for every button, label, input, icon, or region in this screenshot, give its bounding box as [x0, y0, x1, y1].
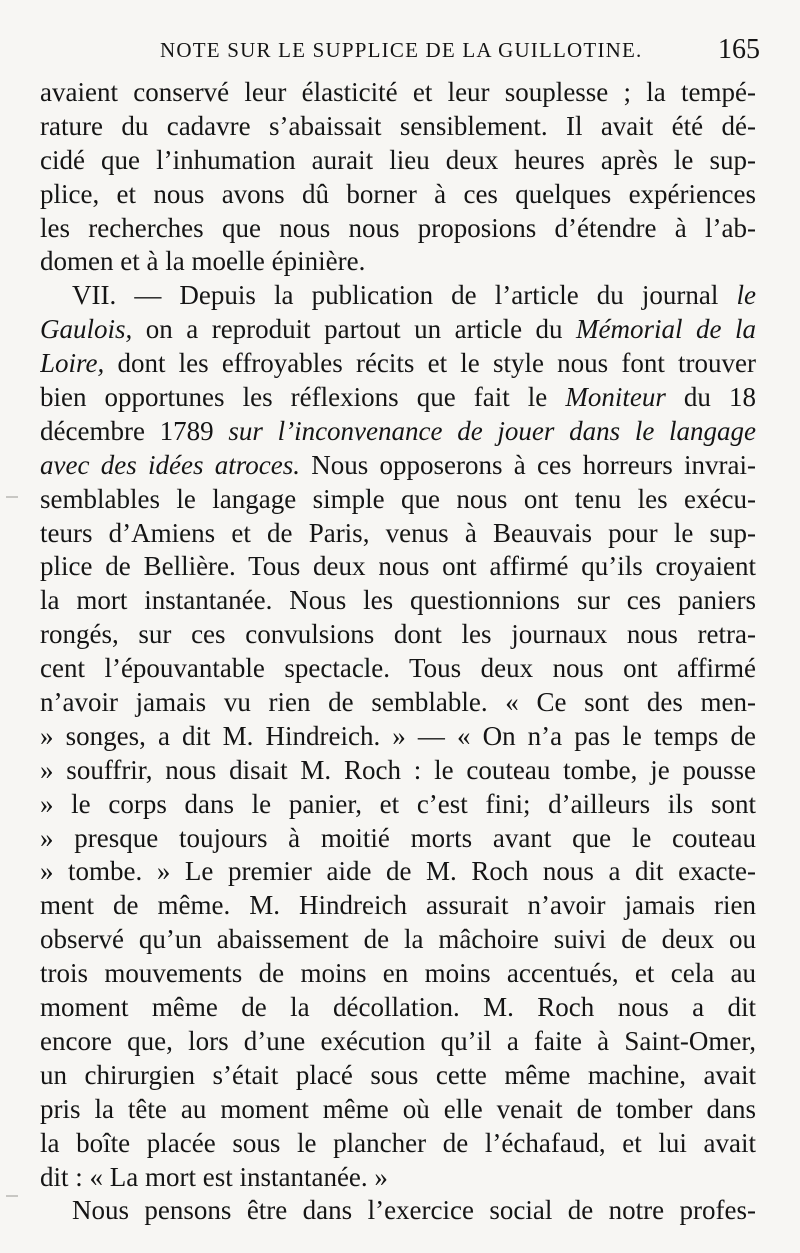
text-line	[40, 1059, 756, 1093]
italic-text-run: Gaulois,	[40, 314, 133, 345]
text-line	[40, 76, 756, 110]
text-run: » le corps dans le panier, et c’est fini; d’ailleurs ils sont	[40, 788, 756, 819]
text-run: encore que, lors d’une exécution qu’il a faite à Saint-Omer,	[40, 1025, 756, 1056]
text-run: Nous pensons être dans l’exercice social de notre profes-	[72, 1195, 756, 1226]
text-run: du 18	[665, 382, 756, 413]
text-run: n’avoir jamais vu rien de semblable. « Ce sont des men-	[40, 687, 756, 718]
text-run: cent l’épouvantable spectacle. Tous deux nous ont affirmé	[40, 653, 756, 684]
text-run: moment même de la décollation. M. Roch nous a dit	[40, 992, 756, 1023]
text-run: dit : « La mort est instantanée. »	[40, 1161, 388, 1192]
italic-text-run: sur l’inconvenance de jouer dans le langage	[228, 415, 756, 446]
text-line	[40, 449, 756, 483]
text-line	[40, 381, 756, 415]
italic-text-run: Loire,	[40, 348, 105, 379]
text-line	[40, 110, 756, 144]
text-run: cidé que l’inhumation aurait lieu deux heures après le sup-	[40, 144, 756, 175]
text-run: » tombe. » Le premier aide de M. Roch nous a dit exacte-	[40, 856, 756, 887]
text-line	[40, 618, 756, 652]
italic-text-run: Moniteur	[565, 382, 666, 413]
text-line	[40, 889, 756, 923]
text-run: domen et à la moelle épinière.	[40, 246, 366, 277]
running-head	[40, 34, 760, 68]
text-line	[40, 584, 756, 618]
text-run: Nous opposerons à ces horreurs invrai-	[299, 449, 756, 480]
text-run: observé qu’un abaissement de la mâchoire suivi de deux ou	[40, 924, 756, 955]
text-line	[40, 1194, 756, 1228]
running-title: NOTE SUR LE SUPPLICE DE LA GUILLOTINE.	[160, 38, 643, 62]
margin-mark	[6, 496, 18, 498]
text-line	[40, 550, 756, 584]
text-run: la boîte placée sous le plancher de l’échafaud, et lui avait	[40, 1127, 756, 1158]
text-line	[40, 212, 756, 246]
text-line	[40, 923, 756, 957]
text-run: teurs d’Amiens et de Paris, venus à Beauvais pour le sup-	[40, 517, 756, 548]
page-number: 165	[718, 34, 760, 65]
italic-text-run: avec des idées atroces.	[40, 449, 300, 480]
text-run: dont les effroyables récits et le style nous font trouver	[104, 348, 756, 379]
text-run: ment de même. M. Hindreich assurait n’avoir jamais rien	[40, 890, 756, 921]
text-line	[40, 754, 756, 788]
text-line	[40, 652, 756, 686]
text-line	[40, 347, 756, 381]
text-run: plice de Bellière. Tous deux nous ont affirmé qu’ils croyaient	[40, 551, 756, 582]
text-line	[40, 991, 756, 1025]
text-run: bien opportunes les réflexions que fait le	[40, 382, 566, 413]
text-run: avaient conservé leur élasticité et leur souplesse ; la tempé-	[40, 77, 756, 107]
text-line	[40, 517, 756, 551]
text-line	[40, 822, 756, 856]
text-run: » souffrir, nous disait M. Roch : le couteau tombe, je pousse	[40, 754, 756, 785]
text-run: VII. — Depuis la publication de l’article du journal	[72, 280, 737, 311]
text-line	[40, 1127, 756, 1161]
text-line	[40, 313, 756, 347]
text-run: pris la tête au moment même où elle venait de tomber dans	[40, 1093, 756, 1124]
text-run: décembre 1789	[40, 415, 229, 446]
text-line	[40, 1025, 756, 1059]
text-line	[40, 1093, 756, 1127]
text-line	[40, 957, 756, 991]
text-run: trois mouvements de moins en moins accentués, et cela au	[40, 958, 756, 989]
text-line	[40, 686, 756, 720]
text-line	[40, 178, 756, 212]
text-run: rongés, sur ces convulsions dont les journaux nous retra-	[40, 619, 756, 650]
text-run: » songes, a dit M. Hindreich. » — « On n’a pas le temps de	[40, 720, 756, 751]
text-run: on a reproduit partout un article du	[132, 314, 577, 345]
text-line	[40, 245, 756, 279]
text-line	[40, 415, 756, 449]
text-run: la mort instantanée. Nous les questionnions sur ces paniers	[40, 585, 756, 616]
text-run: semblables le langage simple que nous ont tenu les exécu-	[40, 483, 756, 514]
text-line	[40, 1161, 756, 1195]
text-run: » presque toujours à moitié morts avant que le couteau	[40, 822, 756, 853]
text-line	[40, 855, 756, 889]
body-text	[40, 76, 756, 1228]
italic-text-run: le	[736, 280, 756, 311]
text-run: un chirurgien s’était placé sous cette même machine, avait	[40, 1059, 756, 1090]
margin-mark	[6, 1195, 18, 1197]
italic-text-run: Mémorial de la	[576, 314, 756, 345]
text-line	[40, 720, 756, 754]
text-line	[40, 788, 756, 822]
text-run: rature du cadavre s’abaissait sensiblement. Il avait été dé-	[40, 110, 756, 141]
text-run: les recherches que nous nous proposions d’étendre à l’ab-	[40, 212, 756, 243]
text-line	[40, 279, 756, 313]
text-line	[40, 144, 756, 178]
text-run: plice, et nous avons dû borner à ces quelques expériences	[40, 178, 756, 209]
text-line	[40, 483, 756, 517]
